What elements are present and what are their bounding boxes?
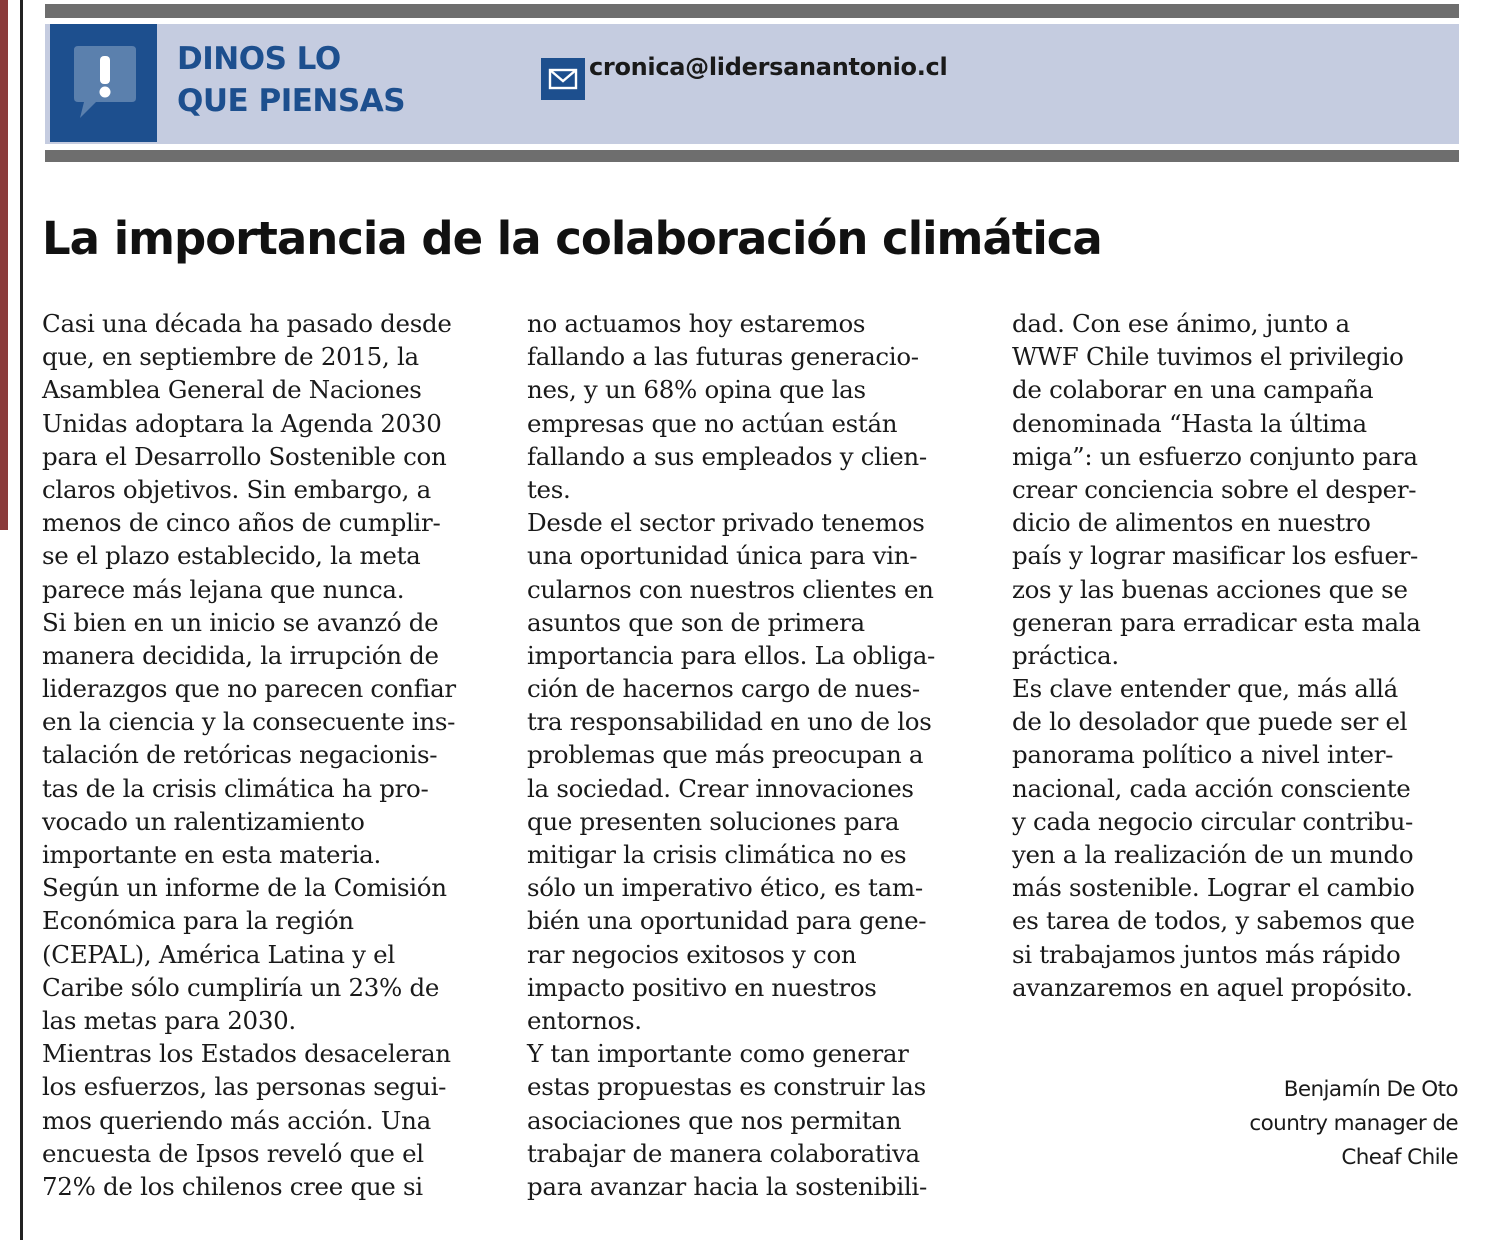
article-text-line: la sociedad. Crear innovaciones bbox=[527, 773, 914, 803]
article-text-line: menos de cinco años de cumplir- bbox=[42, 508, 441, 538]
article-text-line: Desde el sector privado tenemos bbox=[527, 508, 925, 538]
article-text-line: mos queriendo más acción. Una bbox=[42, 1105, 431, 1135]
article-text-line: Mientras los Estados desaceleran bbox=[42, 1039, 451, 1069]
article-text-line: yen a la realización de un mundo bbox=[1012, 840, 1414, 869]
author-name: Benjamín De Oto bbox=[1283, 1077, 1458, 1102]
article-headline: La importancia de la colaboración climática bbox=[42, 212, 1102, 265]
article-text-line: importante en esta materia. bbox=[42, 840, 381, 869]
article-column-1 bbox=[42, 307, 497, 1203]
article-text-line: encuesta de Ipsos reveló que el bbox=[42, 1138, 424, 1168]
article-text-line: de colaborar en una campaña bbox=[1012, 375, 1374, 405]
column-divider-rule bbox=[20, 0, 23, 1240]
contact-email-link[interactable]: cronica@lidersanantonio.cl bbox=[589, 53, 948, 81]
banner-title bbox=[177, 38, 405, 122]
article-text-line: en la ciencia y la consecuente ins- bbox=[42, 707, 456, 737]
article-text-line: entornos. bbox=[527, 1005, 642, 1035]
article-text-line: zos y las buenas acciones que se bbox=[1012, 574, 1408, 604]
article-text-line: asociaciones que nos permitan bbox=[527, 1105, 902, 1135]
article-text-line: Caribe sólo cumpliría un 23% de bbox=[42, 972, 440, 1002]
article-text-line: Según un informe de la Comisión bbox=[42, 873, 447, 903]
exclamation-speech-bubble-icon bbox=[50, 24, 157, 142]
article-text-line: para avanzar hacia la sostenibili- bbox=[527, 1171, 927, 1201]
article-text-line: impacto positivo en nuestros bbox=[527, 972, 877, 1002]
article-text-line: vocado un ralentizamiento bbox=[42, 806, 365, 836]
article-text-line: y cada negocio circular contribu- bbox=[1012, 806, 1414, 836]
article-text-line: ción de hacernos cargo de nues- bbox=[527, 674, 920, 704]
author-role-line1: country manager de bbox=[1249, 1111, 1458, 1136]
envelope-glyph-icon bbox=[541, 58, 585, 100]
article-text-line: importancia para ellos. La obliga- bbox=[527, 640, 935, 670]
article-text-line: mitigar la crisis climática no es bbox=[527, 840, 907, 869]
article-text-line: (CEPAL), América Latina y el bbox=[42, 939, 395, 969]
banner-top-band bbox=[45, 4, 1459, 18]
article-text-line: es tarea de todos, y sabemos que bbox=[1012, 906, 1415, 936]
article-text-line: crear conciencia sobre el desper- bbox=[1012, 474, 1417, 504]
article-text-line: estas propuestas es construir las bbox=[527, 1072, 926, 1102]
article-text-line: Casi una década ha pasado desde bbox=[42, 309, 452, 338]
article-text-line: país y lograr masificar los esfuer- bbox=[1012, 541, 1419, 571]
article-text-line: para el Desarrollo Sostenible con bbox=[42, 441, 447, 471]
article-text-line: fallando a las futuras generacio- bbox=[527, 342, 919, 372]
article-text-line: empresas que no actúan están bbox=[527, 408, 898, 438]
article-text-line: tes. bbox=[527, 474, 571, 504]
article-text-line: dicio de alimentos en nuestro bbox=[1012, 508, 1371, 538]
article-column-2 bbox=[527, 307, 977, 1203]
article-text-line: nacional, cada acción consciente bbox=[1012, 773, 1411, 803]
article-text-line: que presenten soluciones para bbox=[527, 806, 900, 836]
article-text-line: talación de retóricas negacionis- bbox=[42, 740, 438, 770]
article-text-line: cularnos con nuestros clientes en bbox=[527, 574, 934, 604]
article-text-line: de lo desolador que puede ser el bbox=[1012, 707, 1408, 737]
envelope-icon bbox=[541, 58, 585, 100]
article-text-line: dad. Con ese ánimo, junto a bbox=[1012, 309, 1350, 338]
article-text-line: nes, y un 68% opina que las bbox=[527, 375, 866, 405]
article-text-line: Unidas adoptara la Agenda 2030 bbox=[42, 408, 442, 438]
article-text-line: panorama político a nivel inter- bbox=[1012, 740, 1394, 770]
article-text-line: más sostenible. Lograr el cambio bbox=[1012, 873, 1415, 903]
article-text-line: se el plazo establecido, la meta bbox=[42, 541, 421, 571]
article-text-line: Y tan importante como generar bbox=[527, 1039, 909, 1069]
article-text-line: liderazgos que no parecen confiar bbox=[42, 674, 456, 704]
speech-bubble-icon bbox=[70, 42, 140, 122]
banner-title-line1: DINOS LO bbox=[177, 41, 341, 77]
article-text-line: una oportunidad única para vin- bbox=[527, 541, 918, 571]
article-text-line: que, en septiembre de 2015, la bbox=[42, 342, 419, 372]
author-role-line2: Cheaf Chile bbox=[1341, 1145, 1458, 1170]
article-text-line: Asamblea General de Naciones bbox=[42, 375, 422, 405]
article-text-line: miga”: un esfuerzo conjunto para bbox=[1012, 441, 1418, 471]
article-text-line: asuntos que son de primera bbox=[527, 607, 865, 637]
article-text-line: rar negocios exitosos y con bbox=[527, 939, 857, 969]
article-text-line: los esfuerzos, las personas segui- bbox=[42, 1072, 447, 1102]
article-text-line: manera decidida, la irrupción de bbox=[42, 640, 439, 670]
article-text-line: sólo un imperativo ético, es tam- bbox=[527, 873, 923, 903]
article-column-3 bbox=[1012, 307, 1462, 1004]
article-text-line: si trabajamos juntos más rápido bbox=[1012, 939, 1401, 969]
article-text-line: avanzaremos en aquel propósito. bbox=[1012, 972, 1413, 1002]
article-text-line: WWF Chile tuvimos el privilegio bbox=[1012, 342, 1404, 372]
article-text-line: parece más lejana que nunca. bbox=[42, 574, 405, 604]
article-text-line: Económica para la región bbox=[42, 906, 354, 936]
article-text-line: trabajar de manera colaborativa bbox=[527, 1138, 920, 1168]
banner-title-line2: QUE PIENSAS bbox=[177, 83, 406, 119]
article-text-line: las metas para 2030. bbox=[42, 1005, 296, 1035]
adjacent-page-edge bbox=[0, 0, 8, 530]
article-text-line: generan para erradicar esta mala bbox=[1012, 607, 1421, 637]
article-text-line: 72% de los chilenos cree que si bbox=[42, 1171, 423, 1201]
article-text-line: tra responsabilidad en uno de los bbox=[527, 707, 932, 737]
banner-bottom-band bbox=[45, 150, 1459, 162]
article-text-line: fallando a sus empleados y clien- bbox=[527, 441, 927, 471]
article-text-line: tas de la crisis climática ha pro- bbox=[42, 773, 429, 803]
article-text-line: Si bien en un inicio se avanzó de bbox=[42, 607, 439, 637]
article-text-line: no actuamos hoy estaremos bbox=[527, 309, 866, 338]
article-text-line: denominada “Hasta la última bbox=[1012, 408, 1367, 438]
article-text-line: práctica. bbox=[1012, 640, 1119, 670]
article-text-line: problemas que más preocupan a bbox=[527, 740, 924, 770]
author-signature bbox=[1249, 1073, 1458, 1175]
article-text-line: Es clave entender que, más allá bbox=[1012, 674, 1398, 704]
article-text-line: claros objetivos. Sin embargo, a bbox=[42, 474, 431, 504]
article-text-line: bién una oportunidad para gene- bbox=[527, 906, 927, 936]
